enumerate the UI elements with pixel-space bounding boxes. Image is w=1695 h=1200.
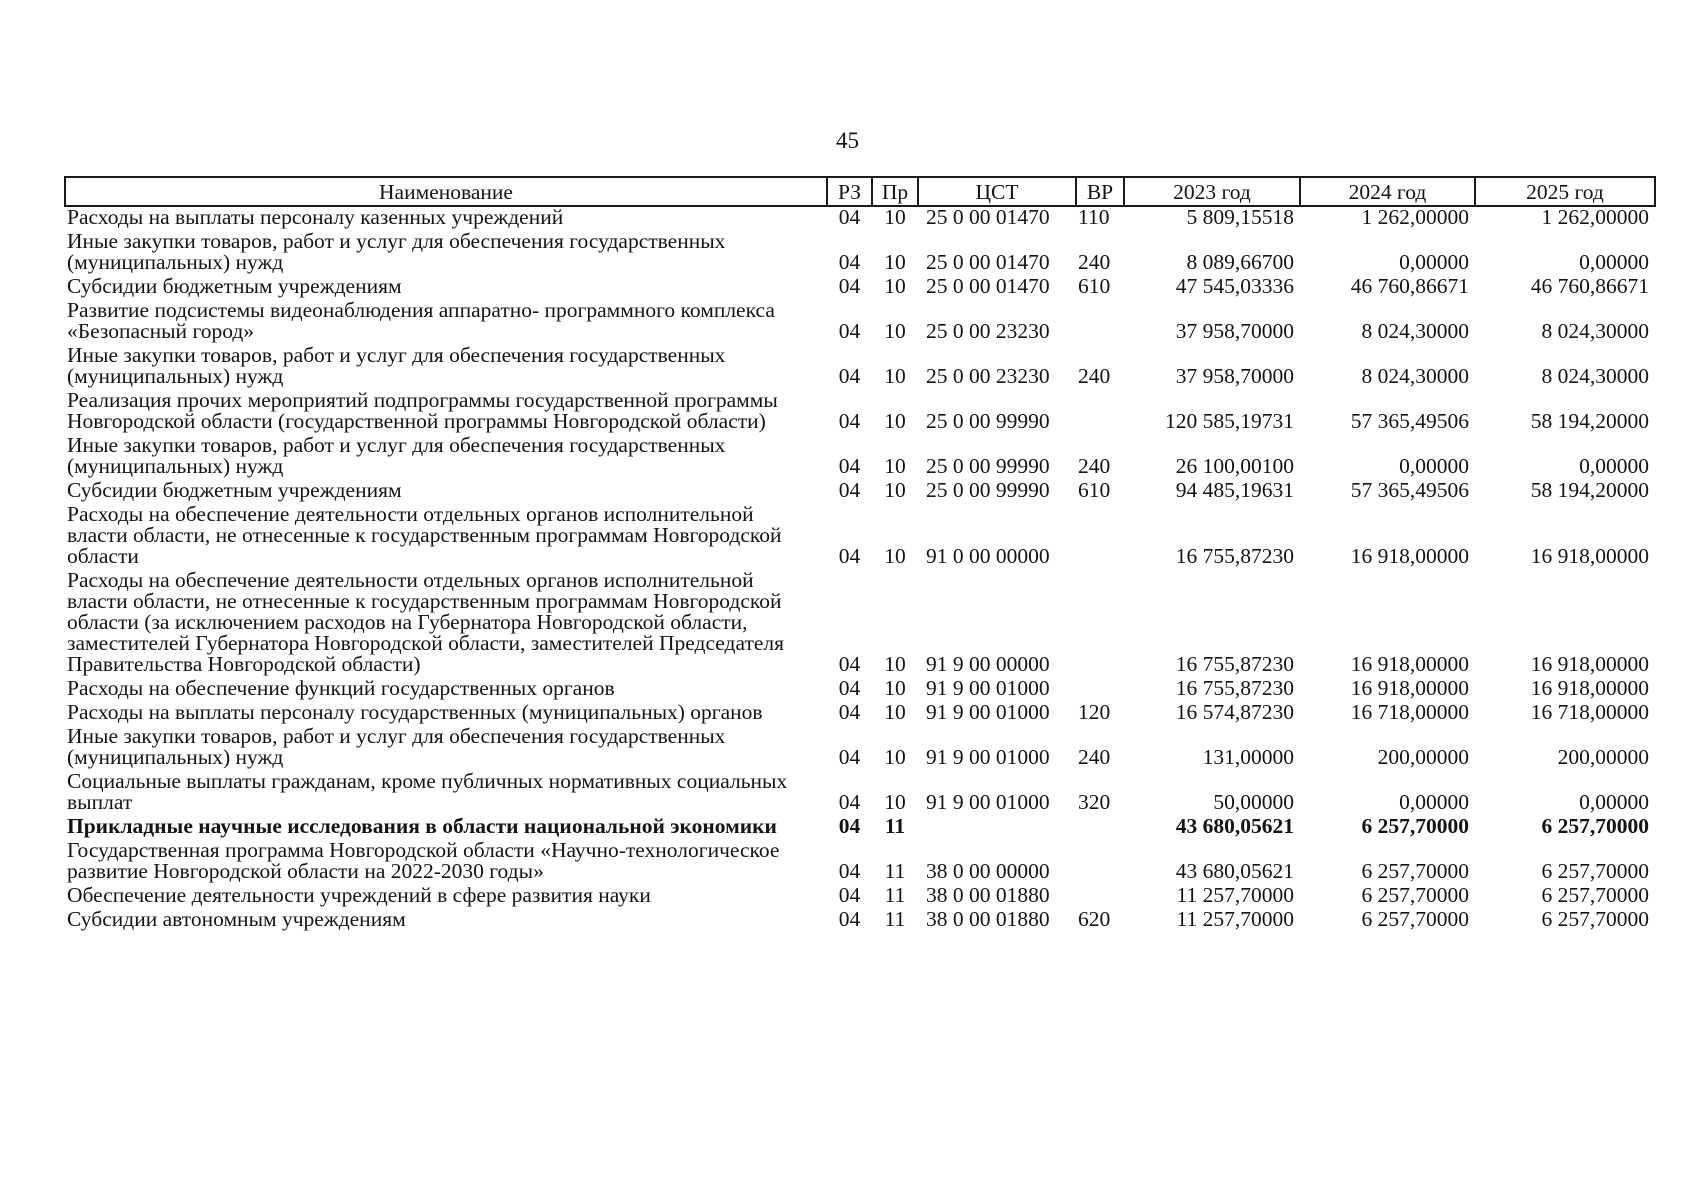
cell-rz: 04 bbox=[838, 907, 861, 931]
cell-2024: 1 262,00000 bbox=[1361, 205, 1469, 229]
cell-pr: 10 bbox=[884, 700, 906, 724]
cell-cst: 91 9 00 01000 bbox=[926, 700, 1050, 724]
cell-rz: 04 bbox=[838, 700, 861, 724]
cell-2025: 16 918,00000 bbox=[1530, 676, 1649, 700]
cell-2024: 0,00000 bbox=[1399, 454, 1469, 478]
cell-2025: 0,00000 bbox=[1579, 454, 1649, 478]
table-row bbox=[65, 231, 1655, 276]
cell-cst: 25 0 00 23230 bbox=[926, 319, 1050, 343]
cell-name: Расходы на обеспечение деятельности отдельных органов исполнительной власти области, не отнесенные к государственным программам Новгородской области bbox=[67, 502, 782, 568]
cell-2024: 0,00000 bbox=[1399, 790, 1469, 814]
cell-rz: 04 bbox=[838, 205, 861, 229]
cell-2024: 8 024,30000 bbox=[1361, 319, 1469, 343]
cell-2023: 37 958,70000 bbox=[1175, 364, 1294, 388]
cell-vr bbox=[1076, 570, 1124, 678]
table-row bbox=[65, 771, 1655, 816]
cell-name: Обеспечение деятельности учреждений в сфере развития науки bbox=[67, 883, 651, 907]
table-row bbox=[65, 300, 1655, 345]
header-cst: ЦСТ bbox=[918, 177, 1076, 206]
cell-2023: 43 680,05621 bbox=[1175, 859, 1294, 883]
cell-pr: 10 bbox=[884, 790, 906, 814]
cell-2025: 0,00000 bbox=[1579, 250, 1649, 274]
cell-2024: 0,00000 bbox=[1399, 250, 1469, 274]
cell-2025: 6 257,70000 bbox=[1541, 883, 1649, 907]
cell-name: Расходы на обеспечение функций государственных органов bbox=[67, 676, 615, 700]
cell-2025: 16 718,00000 bbox=[1530, 700, 1649, 724]
cell-2023: 16 574,87230 bbox=[1175, 700, 1294, 724]
cell-cst: 91 0 00 00000 bbox=[926, 544, 1050, 568]
cell-2023: 94 485,19631 bbox=[1175, 478, 1294, 502]
cell-2025: 6 257,70000 bbox=[1541, 859, 1649, 883]
cell-name: Иные закупки товаров, работ и услуг для обеспечения государственных (муниципальных) нужд bbox=[67, 343, 726, 388]
page-number: 45 bbox=[836, 128, 859, 153]
cell-name: Расходы на выплаты персоналу казенных учреждений bbox=[67, 205, 564, 229]
header-2023: 2023 год bbox=[1124, 177, 1300, 206]
cell-vr: 120 bbox=[1078, 700, 1111, 724]
cell-vr: 240 bbox=[1078, 250, 1111, 274]
cell-vr bbox=[1076, 678, 1124, 702]
cell-2025: 1 262,00000 bbox=[1541, 205, 1649, 229]
table-row bbox=[65, 816, 1655, 840]
cell-2023: 47 545,03336 bbox=[1175, 274, 1294, 298]
cell-rz: 04 bbox=[838, 364, 861, 388]
cell-2025: 8 024,30000 bbox=[1541, 319, 1649, 343]
table-row bbox=[65, 702, 1655, 726]
table-row bbox=[65, 726, 1655, 771]
cell-2024: 57 365,49506 bbox=[1350, 478, 1469, 502]
cell-vr: 240 bbox=[1078, 364, 1111, 388]
cell-2023: 43 680,05621 bbox=[1175, 814, 1294, 838]
cell-pr: 10 bbox=[884, 364, 906, 388]
cell-rz: 04 bbox=[838, 454, 861, 478]
cell-rz: 04 bbox=[838, 745, 861, 769]
cell-cst: 38 0 00 01880 bbox=[926, 883, 1050, 907]
table-header-row bbox=[65, 177, 1655, 206]
cell-cst: 25 0 00 99990 bbox=[926, 409, 1050, 433]
cell-pr: 11 bbox=[884, 814, 906, 838]
cell-rz: 04 bbox=[838, 652, 861, 676]
cell-2024: 57 365,49506 bbox=[1350, 409, 1469, 433]
cell-name: Государственная программа Новгородской области «Научно-технологическое развитие Новгородской области на 2022-2030 годы» bbox=[67, 838, 780, 883]
cell-name: Субсидии бюджетным учреждениям bbox=[67, 478, 402, 502]
header-rz: РЗ bbox=[827, 177, 872, 206]
header-name: Наименование bbox=[65, 177, 827, 206]
cell-vr: 620 bbox=[1078, 907, 1111, 931]
cell-name: Расходы на обеспечение деятельности отдельных органов исполнительной власти области, не отнесенные к государственным программам Новгородской области (за исключением расходов на Губернатора Новгородской области, заместителей Губернатора Новгородской области, заместителей Председателя Правительства Новгородской области) bbox=[67, 568, 785, 676]
cell-vr: 610 bbox=[1078, 274, 1111, 298]
cell-2023: 37 958,70000 bbox=[1175, 319, 1294, 343]
cell-2023: 11 257,70000 bbox=[1176, 883, 1294, 907]
cell-vr bbox=[1076, 840, 1124, 885]
cell-2024: 16 918,00000 bbox=[1350, 676, 1469, 700]
cell-2024: 6 257,70000 bbox=[1361, 883, 1469, 907]
cell-rz: 04 bbox=[838, 859, 861, 883]
cell-vr: 240 bbox=[1078, 745, 1111, 769]
cell-2025: 16 918,00000 bbox=[1530, 652, 1649, 676]
cell-pr: 10 bbox=[884, 250, 906, 274]
cell-rz: 04 bbox=[838, 790, 861, 814]
cell-2023: 50,00000 bbox=[1213, 790, 1294, 814]
cell-cst: 25 0 00 99990 bbox=[926, 478, 1050, 502]
cell-2023: 120 585,19731 bbox=[1165, 409, 1294, 433]
cell-cst: 25 0 00 23230 bbox=[926, 364, 1050, 388]
header-2025: 2025 год bbox=[1475, 177, 1655, 206]
budget-table bbox=[64, 176, 1656, 933]
cell-name: Субсидии бюджетным учреждениям bbox=[67, 274, 402, 298]
cell-vr: 610 bbox=[1078, 478, 1111, 502]
cell-2023: 26 100,00100 bbox=[1175, 454, 1294, 478]
cell-rz: 04 bbox=[838, 319, 861, 343]
cell-pr: 11 bbox=[884, 907, 906, 931]
cell-cst: 38 0 00 01880 bbox=[926, 907, 1050, 931]
header-2024: 2024 год bbox=[1300, 177, 1475, 206]
cell-vr bbox=[1076, 885, 1124, 909]
cell-2023: 131,00000 bbox=[1202, 745, 1294, 769]
cell-pr: 10 bbox=[884, 205, 906, 229]
cell-vr bbox=[1076, 504, 1124, 570]
table-row bbox=[65, 390, 1655, 435]
cell-2024: 6 257,70000 bbox=[1361, 859, 1469, 883]
table-row bbox=[65, 435, 1655, 480]
cell-name: Иные закупки товаров, работ и услуг для обеспечения государственных (муниципальных) нужд bbox=[67, 724, 726, 769]
cell-name: Социальные выплаты гражданам, кроме публичных нормативных социальных выплат bbox=[67, 769, 788, 814]
cell-pr: 10 bbox=[884, 652, 906, 676]
cell-pr: 10 bbox=[884, 274, 906, 298]
cell-vr: 110 bbox=[1078, 205, 1110, 229]
cell-vr bbox=[1076, 300, 1124, 345]
header-pr: Пр bbox=[872, 177, 918, 206]
cell-2024: 6 257,70000 bbox=[1361, 907, 1469, 931]
cell-2024: 8 024,30000 bbox=[1361, 364, 1469, 388]
cell-name: Реализация прочих мероприятий подпрограммы государственной программы Новгородской области (государственной программы Новгородской области) bbox=[67, 388, 778, 433]
cell-name: Субсидии автономным учреждениям bbox=[67, 907, 406, 931]
table-row bbox=[65, 885, 1655, 909]
cell-2025: 46 760,86671 bbox=[1530, 274, 1649, 298]
cell-2025: 58 194,20000 bbox=[1530, 478, 1649, 502]
cell-2023: 16 755,87230 bbox=[1175, 676, 1294, 700]
header-vr: ВР bbox=[1076, 177, 1124, 206]
cell-cst: 38 0 00 00000 bbox=[926, 859, 1050, 883]
cell-2023: 5 809,15518 bbox=[1186, 205, 1294, 229]
cell-rz: 04 bbox=[838, 274, 861, 298]
cell-name: Иные закупки товаров, работ и услуг для обеспечения государственных (муниципальных) нужд bbox=[67, 433, 726, 478]
cell-pr: 11 bbox=[884, 859, 906, 883]
cell-cst: 25 0 00 01470 bbox=[926, 205, 1050, 229]
cell-vr: 320 bbox=[1078, 790, 1111, 814]
cell-pr: 10 bbox=[884, 409, 906, 433]
cell-name: Иные закупки товаров, работ и услуг для обеспечения государственных (муниципальных) нужд bbox=[67, 229, 726, 274]
cell-2025: 58 194,20000 bbox=[1530, 409, 1649, 433]
table-row bbox=[65, 206, 1655, 231]
cell-cst: 91 9 00 01000 bbox=[926, 790, 1050, 814]
cell-cst: 25 0 00 01470 bbox=[926, 274, 1050, 298]
cell-2023: 16 755,87230 bbox=[1175, 544, 1294, 568]
cell-vr bbox=[1076, 816, 1124, 840]
cell-rz: 04 bbox=[838, 814, 861, 838]
table-row bbox=[65, 909, 1655, 933]
cell-vr bbox=[1076, 390, 1124, 435]
cell-2025: 6 257,70000 bbox=[1541, 907, 1649, 931]
cell-pr: 10 bbox=[884, 676, 906, 700]
cell-2024: 200,00000 bbox=[1377, 745, 1469, 769]
cell-cst: 25 0 00 01470 bbox=[926, 250, 1050, 274]
cell-2023: 16 755,87230 bbox=[1175, 652, 1294, 676]
cell-cst: 91 9 00 01000 bbox=[926, 745, 1050, 769]
cell-2024: 16 718,00000 bbox=[1350, 700, 1469, 724]
table-body bbox=[65, 206, 1655, 933]
cell-cst: 25 0 00 99990 bbox=[926, 454, 1050, 478]
cell-pr: 10 bbox=[884, 478, 906, 502]
cell-2025: 8 024,30000 bbox=[1541, 364, 1649, 388]
cell-2024: 6 257,70000 bbox=[1361, 814, 1469, 838]
cell-rz: 04 bbox=[838, 250, 861, 274]
cell-name: Прикладные научные исследования в области национальной экономики bbox=[67, 814, 777, 838]
cell-2024: 16 918,00000 bbox=[1350, 544, 1469, 568]
cell-rz: 04 bbox=[838, 544, 861, 568]
table-row bbox=[65, 570, 1655, 678]
cell-vr: 240 bbox=[1078, 454, 1111, 478]
cell-pr: 11 bbox=[884, 883, 906, 907]
table-row bbox=[65, 345, 1655, 390]
cell-name: Расходы на выплаты персоналу государственных (муниципальных) органов bbox=[67, 700, 763, 724]
cell-pr: 10 bbox=[884, 544, 906, 568]
table-row bbox=[65, 276, 1655, 300]
cell-cst: 91 9 00 01000 bbox=[926, 676, 1050, 700]
cell-2025: 200,00000 bbox=[1557, 745, 1649, 769]
table-row bbox=[65, 678, 1655, 702]
table-row bbox=[65, 840, 1655, 885]
cell-cst: 91 9 00 00000 bbox=[926, 652, 1050, 676]
cell-name: Развитие подсистемы видеонаблюдения аппаратно- программного комплекса «Безопасный город» bbox=[67, 298, 775, 343]
cell-rz: 04 bbox=[838, 478, 861, 502]
cell-2023: 8 089,66700 bbox=[1186, 250, 1294, 274]
cell-pr: 10 bbox=[884, 745, 906, 769]
cell-rz: 04 bbox=[838, 676, 861, 700]
table-row bbox=[65, 480, 1655, 504]
table-row bbox=[65, 504, 1655, 570]
cell-2024: 46 760,86671 bbox=[1350, 274, 1469, 298]
cell-2025: 16 918,00000 bbox=[1530, 544, 1649, 568]
cell-pr: 10 bbox=[884, 319, 906, 343]
cell-rz: 04 bbox=[838, 409, 861, 433]
cell-2023: 11 257,70000 bbox=[1176, 907, 1294, 931]
cell-2025: 6 257,70000 bbox=[1541, 814, 1649, 838]
cell-rz: 04 bbox=[838, 883, 861, 907]
cell-cst bbox=[918, 816, 1076, 840]
cell-2024: 16 918,00000 bbox=[1350, 652, 1469, 676]
cell-2025: 0,00000 bbox=[1579, 790, 1649, 814]
cell-pr: 10 bbox=[884, 454, 906, 478]
